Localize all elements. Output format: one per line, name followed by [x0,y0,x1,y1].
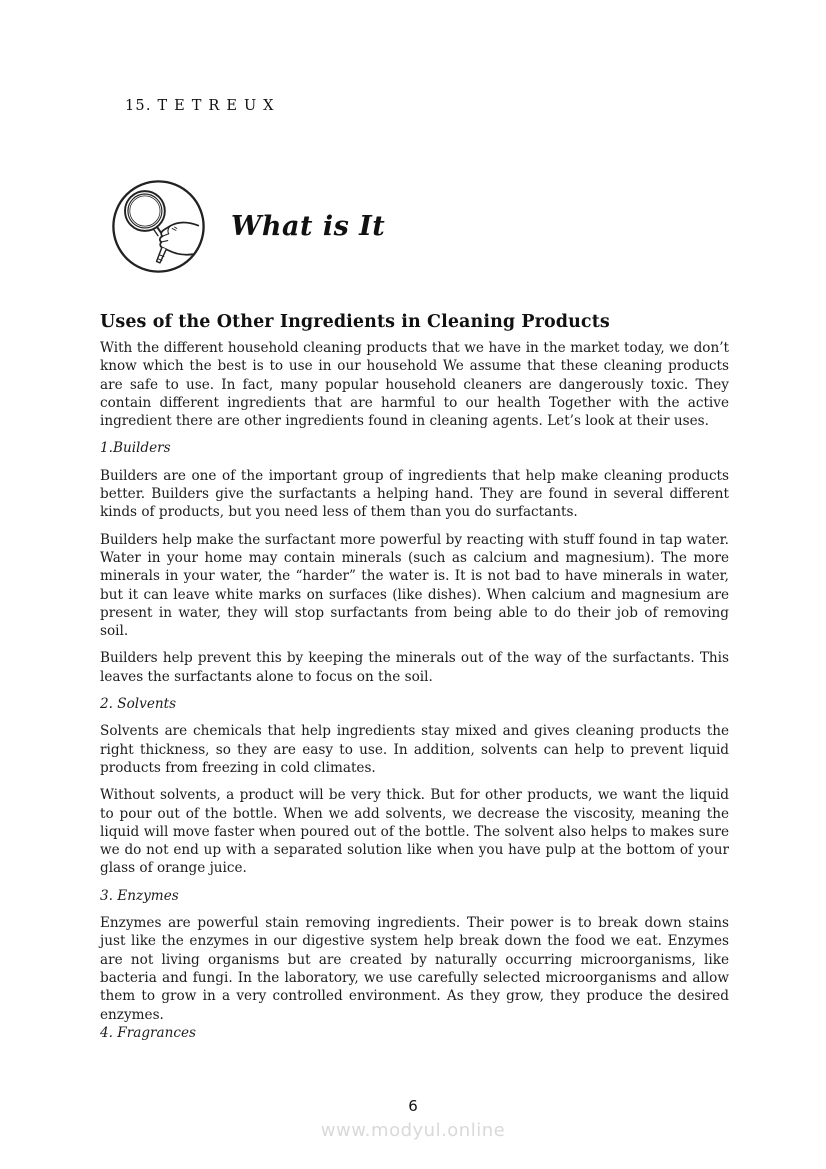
page-number: 6 [408,1097,418,1115]
paragraph-enzymes: Enzymes are powerful stain removing ingredients. Their power is to break down stains just like the enzymes in our digestive system help break down the food we eat. Enzymes are not living organisms but are created by naturally occurring microorganisms, like bacteria and fungi. In the laboratory, we use carefully selected microorganisms and allow them to grow in a very controlled environment. As they grow, they produce the desired enzymes. [100,915,729,1023]
paragraph-builders-1: Builders are one of the important group of ingredients that help make cleaning products better. Builders give the surfactants a helping hand. They are found in several different kinds of products, but you need less of them than you do surfactants. [100,467,729,521]
paragraph-solvents-1: Solvents are chemicals that help ingredients stay mixed and gives cleaning products the right thickness, so they are easy to use. In addition, solvents can help to prevent liquid products from freezing in cold climates. [100,723,729,776]
subheading-enzymes: 3. Enzymes [100,887,179,904]
paragraph-solvents-2: Without solvents, a product will be very thick. But for other products, we want the liquid to pour out of the bottle. When we add solvents, we decrease the viscosity, meaning the liquid will move faster when poured out of the bottle. The solvent also helps to makes sure we do not end up with a separated solution like when you have pulp at the bottom of your glass of orange juice. [100,787,729,877]
watermark: www.modyul.online [320,1120,506,1141]
paragraph-builders-3: Builders help prevent this by keeping the minerals out of the way of the surfactants. This leaves the surfactants alone to focus on the soil. [100,650,729,685]
subheading-builders: 1.Builders [100,440,171,457]
magnifier-hand-icon [110,178,207,275]
paragraph-intro: With the different household cleaning products that we have in the market today, we don’t know which the best is to use in our household We assume that these cleaning products are safe to use. In fact, many popular household cleaners are dangerously toxic. They contain different ingredients that are harmful to our health Together with the active ingredient there are other ingredients found in cleaning agents. Let’s look at their uses. [100,340,729,430]
banner-title: What is It [231,211,386,242]
page-header-label: 15. T E T R E U X [125,98,275,114]
subheading-fragrances: 4. Fragrances [100,1024,197,1041]
lesson-content [100,312,729,1051]
what-is-it-banner [110,178,385,275]
section-heading: Uses of the Other Ingredients in Cleaning Products [100,312,610,332]
paragraph-builders-2: Builders help make the surfactant more powerful by reacting with stuff found in tap water. Water in your home may contain minerals (such as calcium and magnesium). The more minerals in your water, the “harder” the water is. It is not bad to have minerals in water, but it can leave white marks on surfaces (like dishes). When calcium and magnesium are present in water, they will stop surfactants from being able to do their job of removing soil. [100,531,729,640]
subheading-solvents: 2. Solvents [100,696,177,713]
